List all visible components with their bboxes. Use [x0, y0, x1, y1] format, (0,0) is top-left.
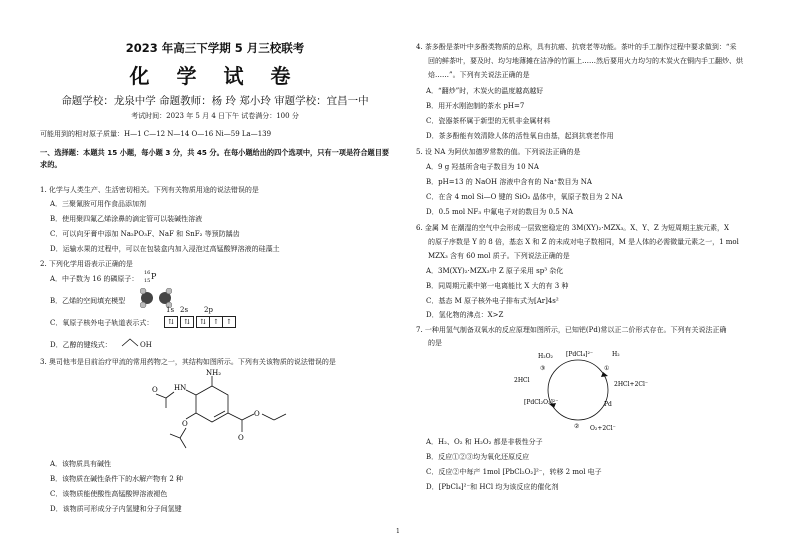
q3-o1-label: O [152, 386, 158, 394]
q3-o2-label: O [182, 420, 188, 428]
q3-option-a: A．该物质具有碱性 [50, 460, 112, 468]
q5-option-b: B．pH=13 的 NaOH 溶液中含有的 Na⁺数目为 NA [426, 178, 592, 186]
q6-option-a: A．3M(XY)₂·MZX₃中 Z 原子采用 sp³ 杂化 [426, 267, 564, 275]
q3-option-d: D．该物质可形成分子内氢键和分子间氢键 [50, 505, 182, 513]
ethanol-oh-label: OH [140, 341, 152, 349]
q1-option-b: B．使用聚四氟乙烯涂鼻的滴定管可以装碱性溶液 [50, 215, 203, 223]
cycle-pdcl2o2-label: [PdCl₂O₂]²⁻ [524, 399, 559, 406]
q3-nh2-label: NH₂ [206, 369, 222, 377]
section-heading: 一、选择题：本题共 15 小题，每小题 3 分，共 45 分。在每小题给出的四个选项中，只有一项是符合题目要求的。 [40, 148, 390, 169]
orbital-label-1s: 1s [166, 306, 175, 314]
q7-option-a: A．H₂、O₂ 和 H₂O₂ 都是非极性分子 [426, 438, 543, 446]
ethanol-skeletal-icon [120, 334, 160, 350]
orbital-box-2s: ⇅ [180, 316, 194, 328]
q7-stem-line1: 7. 一种用氢气制备双氧水的反应原理如图所示，已知钯(Pd)常以正二价形式存在。下列有关说法正确 [416, 326, 727, 334]
q2-a-symbol: P [151, 272, 157, 281]
q2-a-atomic-number: 15 [144, 278, 151, 284]
q2-a-mass-number: 16 [144, 270, 151, 276]
page-number: 1 [396, 528, 400, 535]
q1-option-d: D．运输水果的过程中，可以在包装盒内加入浸泡过高锰酸钾溶液的硅藻土 [50, 245, 280, 253]
q3-o3-label: O [238, 434, 244, 442]
q3-hn-label: HN [174, 384, 187, 392]
cycle-2hcl-right-label: 2HCl+2Cl⁻ [614, 381, 649, 388]
q4-stem-line1: 4. 茶多酚是茶叶中多酚类物质的总称，具有抗癌、抗衰老等功能。茶叶的手工制作过程中要求做到：“采 [416, 43, 737, 51]
q6-option-d: D．氢化物的沸点：X>Z [426, 311, 504, 319]
q4-option-d: D．茶多酚能有效清除人体的活性氧自由基，起到抗衰老作用 [426, 132, 614, 140]
cycle-h2o2-label: H₂O₂ [538, 353, 553, 360]
q6-stem-line3: MZX₃ 含有 60 mol 质子。下列说法正确的是 [428, 252, 570, 260]
orbital-box-2p-3: ↑ [222, 316, 236, 328]
q2-stem: 2. 下列化学用语表示正确的是 [40, 260, 133, 268]
q1-option-a: A．三聚氰胺可用作食品添加剂 [50, 200, 147, 208]
subject-title: 化 学 试 卷 [129, 64, 301, 88]
q7-option-d: D．[PbCl₄]²⁻和 HCl 均为该反应的催化剂 [426, 483, 559, 491]
q6-option-c: C．基态 M 原子核外电子排布式为[Ar]4s² [426, 297, 559, 305]
cycle-step-3-label: ③ [540, 365, 546, 372]
cycle-o2cl-label: O₂+2Cl⁻ [590, 425, 616, 432]
q4-option-b: B．用开水刚泡制的茶水 pH=7 [426, 102, 525, 110]
ethylene-model-icon [140, 288, 172, 308]
q3-stem: 3. 奥司他韦是目前治疗甲流的常用药物之一，其结构如图所示。下列有关该物质的说法错误的是 [40, 358, 336, 366]
orbital-box-2p-2: ↑ [209, 316, 223, 328]
exam-title: 2023 年高三下学期 5 月三校联考 [125, 41, 305, 55]
cycle-step-1-label: ① [604, 365, 610, 372]
atomic-masses: 可能用到的相对原子质量：H—1 C—12 N—14 O—16 Ni—59 La—139 [40, 130, 272, 138]
q7-stem-line2: 的是 [428, 339, 442, 347]
q2-option-a: A．中子数为 16 的磷原子： [50, 275, 139, 283]
q7-option-b: B．反应①②③均为氧化还原反应 [426, 453, 530, 461]
q5-stem: 5. 设 NA 为阿伏加德罗常数的值。下列说法正确的是 [416, 148, 581, 156]
q4-option-a: A．“翻炒”时，木炭火的温度越高越好 [426, 87, 544, 95]
cycle-pd-label: Pd [604, 401, 612, 408]
q3-o4-label: O [254, 410, 260, 418]
q6-stem-line2: 的原子序数是 Y 的 8 倍，基态 X 和 Z 的未成对电子数相同，M 是人体的必需微量元素之一，1 mol [428, 238, 739, 246]
q1-stem: 1. 化学与人类生产、生活密切相关。下列有关物质用途的说法错误的是 [40, 186, 259, 194]
q5-option-a: A．9 g 羟基所含电子数目为 10 NA [426, 163, 539, 171]
q2-option-c: C．氧原子核外电子轨道表示式： [50, 319, 154, 327]
q1-option-c: C．可以向牙膏中添加 Na₂PO₃F、NaF 和 SnF₂ 等预防龋齿 [50, 230, 240, 238]
authors-line: 命题学校：龙泉中学 命题教师：杨 玲 郑小玲 审题学校：宜昌一中 [61, 95, 369, 107]
exam-meta: 考试时间：2023 年 5 月 4 日下午 试卷满分：100 分 [131, 112, 299, 120]
oseltamivir-structure-icon [150, 368, 290, 450]
q3-option-c: C．该物质能使酸性高锰酸钾溶液褪色 [50, 490, 168, 498]
cycle-step-2-label: ② [574, 423, 580, 430]
q2-option-d: D．乙醇的键线式： [50, 341, 112, 349]
q5-option-c: C．在含 4 mol Si—O 键的 SiO₂ 晶体中，氧原子数目为 2 NA [426, 193, 623, 201]
cycle-pdcl4-label: [PdCl₄]²⁻ [566, 351, 594, 358]
orbital-label-2s: 2s [180, 306, 189, 314]
q4-option-c: C．瓷器茶杯属于新型的无机非金属材料 [426, 117, 551, 125]
cycle-h2-label: H₂ [612, 351, 620, 358]
orbital-label-2p: 2p [204, 306, 213, 314]
orbital-box-1s: ⇅ [164, 316, 178, 328]
q6-stem-line1: 6. 金属 M 在潮湿的空气中会形成一层致密稳定的 3M(XY)₂·MZX₃。X、Y、Z 为短周期主族元素，X [416, 224, 729, 232]
q2-option-b: B．乙烯的空间填充模型 [50, 297, 126, 305]
q4-stem-line2: 回的鲜茶叶，要及时、均匀地薄摊在洁净的竹匾上……然后要用火力均匀的木炭火在铜内手工翻炒、烘 [428, 57, 743, 65]
q4-stem-line3: 焙……”。下列有关说法正确的是 [428, 71, 530, 79]
q3-option-b: B．该物质在碱性条件下的水解产物有 2 种 [50, 475, 184, 483]
q5-option-d: D．0.5 mol NF₃ 中氟电子对的数目为 0.5 NA [426, 208, 574, 216]
reaction-cycle-diagram [500, 346, 670, 434]
q7-option-c: C．反应②中每产 1mol [PbCl₂O₂]²⁻，转移 2 mol 电子 [426, 468, 602, 476]
orbital-box-2p-1: ⇅ [196, 316, 210, 328]
q6-option-b: B．同周期元素中第一电离能比 X 大的有 3 种 [426, 282, 569, 290]
cycle-2hcl-left-label: 2HCl [514, 377, 530, 384]
